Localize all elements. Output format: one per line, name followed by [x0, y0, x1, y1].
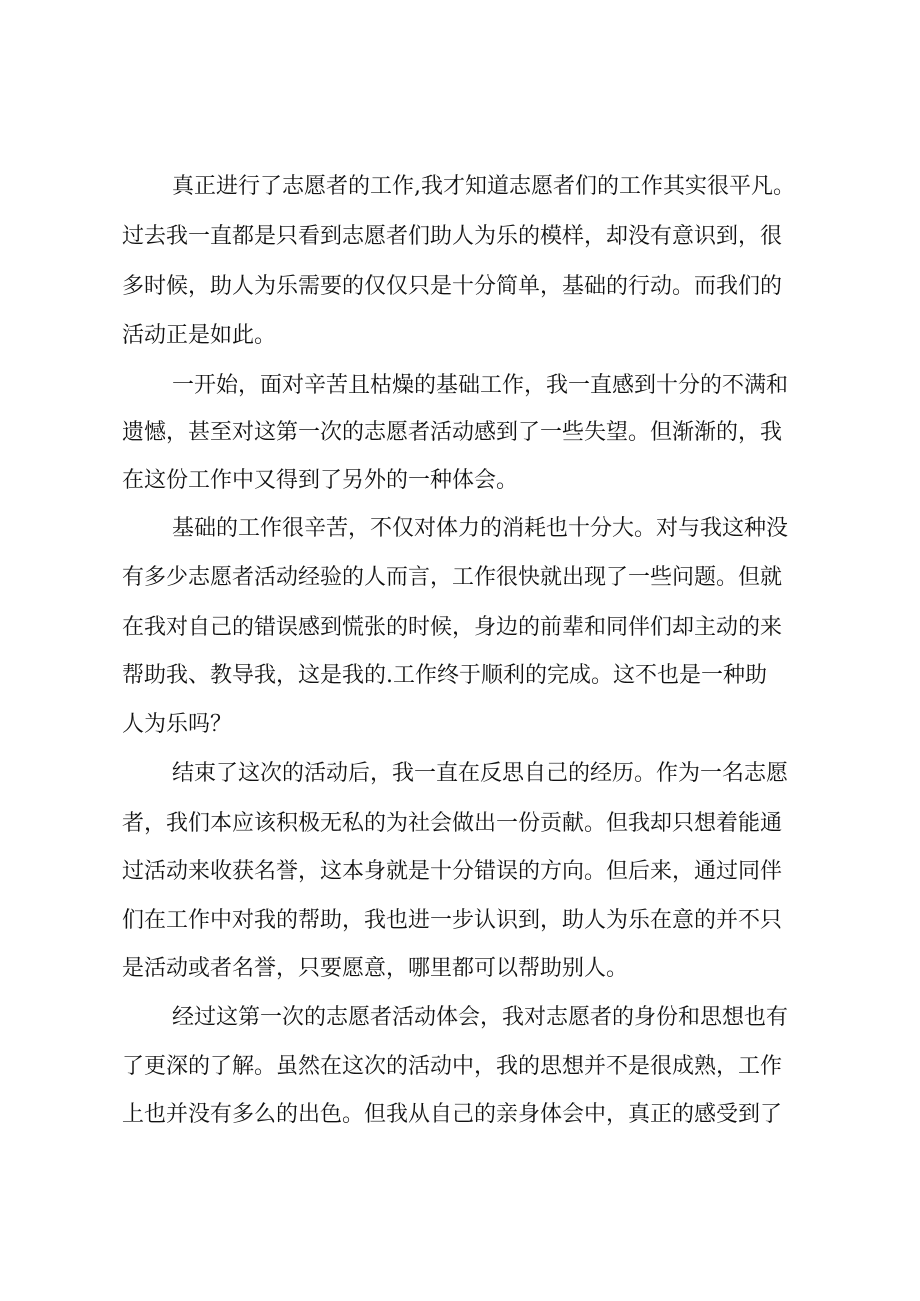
text-line: 在我对自己的错误感到慌张的时候，身边的前辈和同伴们却主动的来 [122, 615, 783, 640]
text-line: 遗憾，甚至对这第一次的志愿者活动感到了一些失望。但渐渐的，我 [122, 420, 783, 445]
text-line: 们在工作中对我的帮助，我也进一步认识到，助人为乐在意的并不只 [122, 908, 783, 933]
text-line: 是活动或者名誉，只要愿意，哪里都可以帮助别人。 [122, 956, 629, 981]
text-line: 有多少志愿者活动经验的人而言，工作很快就出现了一些问题。但就 [122, 565, 783, 590]
text-line: 人为乐吗？ [122, 712, 233, 737]
text-line: 一开始，面对辛苦且枯燥的基础工作，我一直感到十分的不满和 [172, 373, 789, 398]
text-line: 过去我一直都是只看到志愿者们助人为乐的模样，却没有意识到，很 [122, 224, 783, 249]
text-line: 在这份工作中又得到了另外的一种体会。 [122, 468, 519, 493]
text-line: 结束了这次的活动后，我一直在反思自己的经历。作为一名志愿 [172, 761, 789, 786]
text-line: 基础的工作很辛苦，不仅对体力的消耗也十分大。对与我这种没 [172, 516, 789, 541]
text-line: 经过这第一次的志愿者活动体会，我对志愿者的身份和思想也有 [172, 1005, 789, 1030]
text-line: 活动正是如此。 [122, 323, 277, 348]
text-line: 帮助我、教导我，这是我的.工作终于顺利的完成。这不也是一种助 [122, 663, 767, 688]
text-line: 过活动来收获名誉，这本身就是十分错误的方向。但后来，通过同伴 [122, 859, 783, 884]
text-line: 上也并没有多么的出色。但我从自己的亲身体会中，真正的感受到了 [122, 1102, 783, 1127]
text-line: 真正进行了志愿者的工作,我才知道志愿者们的工作其实很平凡。 [172, 174, 795, 199]
text-line: 了更深的了解。虽然在这次的活动中，我的思想并不是很成熟，工作 [122, 1054, 783, 1079]
text-line: 多时候，助人为乐需要的仅仅只是十分简单，基础的行动。而我们的 [122, 274, 783, 299]
text-line: 者，我们本应该积极无私的为社会做出一份贡献。但我却只想着能通 [122, 811, 783, 836]
